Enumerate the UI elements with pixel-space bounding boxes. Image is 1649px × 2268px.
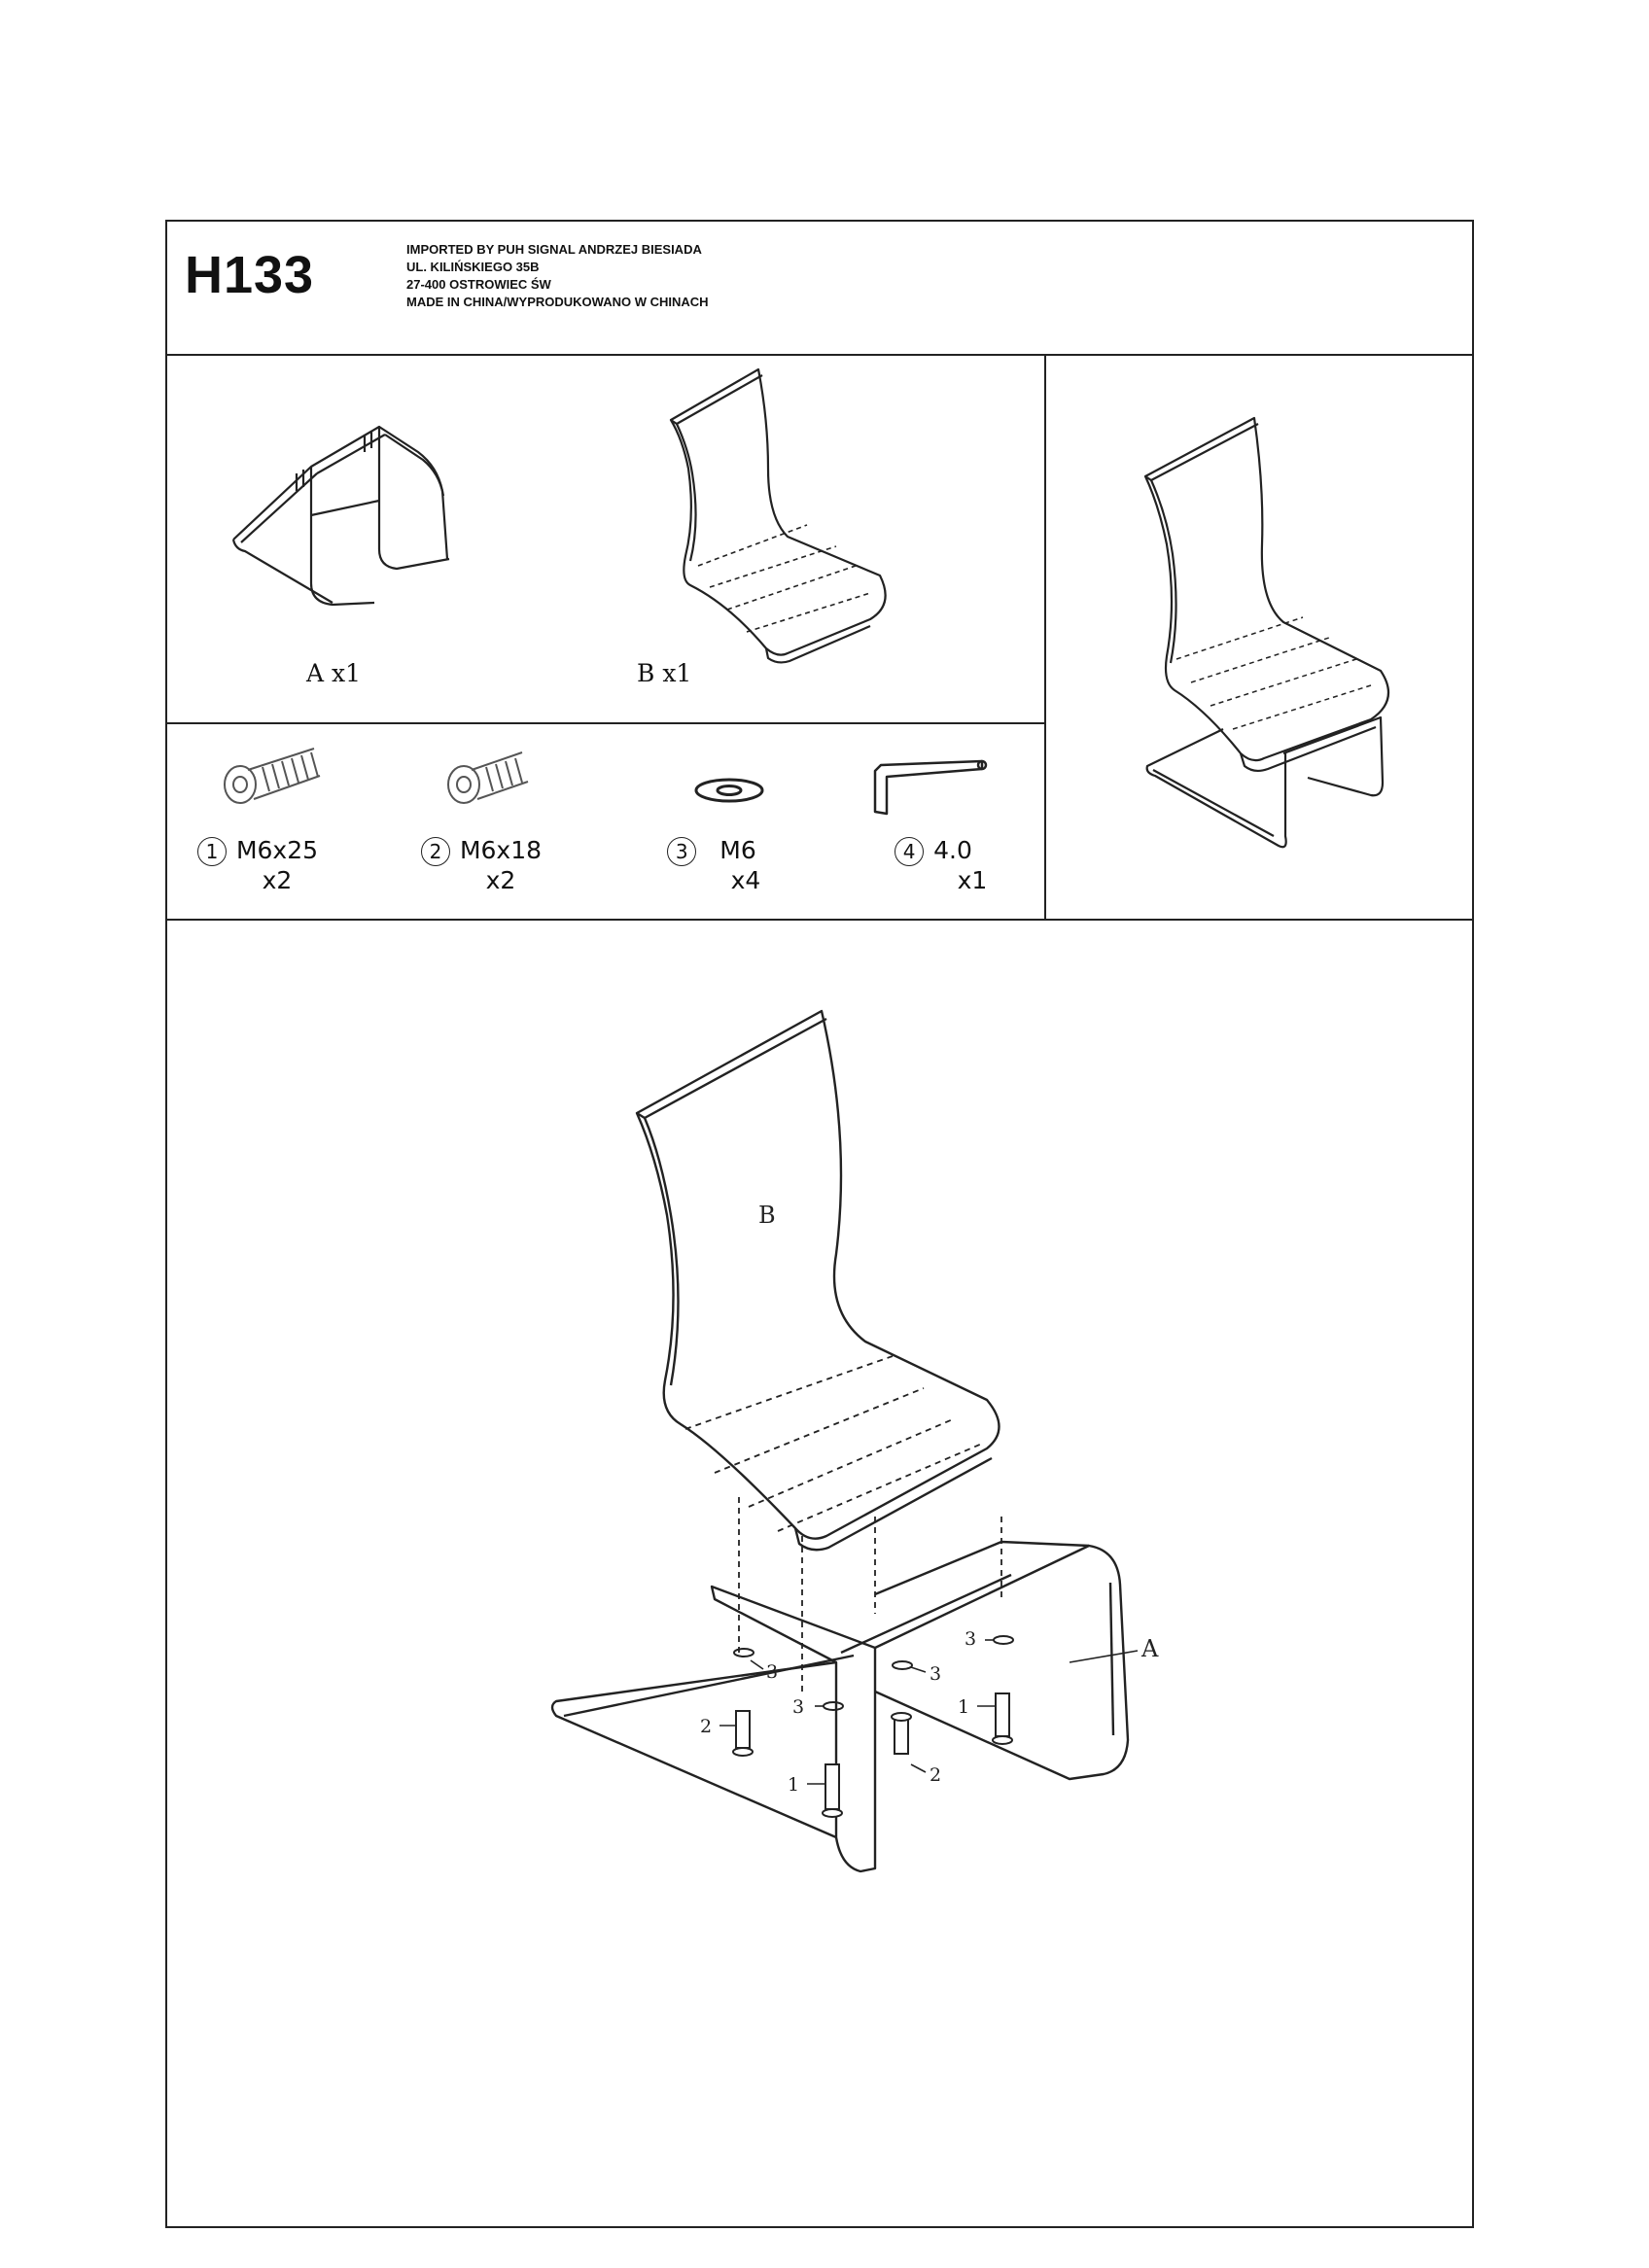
parts-divider bbox=[165, 722, 1045, 724]
hardware-item-3 bbox=[644, 836, 780, 894]
part-b-label: B x1 bbox=[637, 659, 692, 687]
assembled-chair-icon bbox=[1138, 408, 1420, 855]
hardware-divider bbox=[165, 919, 1474, 921]
callout-washer-1: 3 bbox=[766, 1661, 779, 1683]
chair-frame-icon bbox=[224, 413, 486, 617]
hardware-item-2 bbox=[399, 836, 564, 894]
hardware-number: 3 bbox=[667, 837, 696, 866]
washer-icon bbox=[692, 776, 766, 805]
importer-line: UL. KILIŃSKIEGO 35B bbox=[406, 260, 540, 274]
importer-line: IMPORTED BY PUH SIGNAL ANDRZEJ BIESIADA bbox=[406, 242, 702, 257]
hardware-spec: M6x25 bbox=[235, 836, 319, 864]
bolt-short-icon bbox=[442, 741, 540, 809]
hardware-spec: M6x18 bbox=[459, 836, 543, 864]
hardware-spec: 4.0 bbox=[933, 836, 972, 864]
part-b-marker: B bbox=[758, 1202, 776, 1229]
importer-info bbox=[406, 241, 709, 311]
hardware-number: 2 bbox=[421, 837, 450, 866]
importer-line: 27-400 OSTROWIEC ŚW bbox=[406, 277, 551, 292]
hardware-qty: x2 bbox=[262, 866, 293, 894]
allen-key-icon bbox=[867, 753, 994, 821]
importer-line: MADE IN CHINA/WYPRODUKOWANO W CHINACH bbox=[406, 295, 709, 309]
part-a-label: A x1 bbox=[306, 659, 362, 687]
hardware-number: 1 bbox=[197, 837, 227, 866]
callout-bolt-long-1: 1 bbox=[788, 1774, 800, 1796]
part-a-marker: A bbox=[1141, 1635, 1159, 1662]
model-number: H133 bbox=[185, 246, 315, 304]
callout-washer-3: 3 bbox=[930, 1663, 942, 1685]
assembly-diagram bbox=[544, 992, 1186, 1915]
hardware-item-1 bbox=[175, 836, 340, 894]
preview-divider bbox=[1044, 354, 1046, 920]
chair-seat-icon bbox=[661, 362, 895, 673]
hardware-item-4 bbox=[865, 836, 1001, 894]
hardware-qty: x2 bbox=[485, 866, 516, 894]
bolt-long-icon bbox=[219, 741, 326, 809]
hardware-qty: x4 bbox=[730, 866, 761, 894]
callout-washer-2: 3 bbox=[792, 1696, 805, 1718]
callout-washer-4: 3 bbox=[965, 1628, 977, 1650]
hardware-qty: x1 bbox=[957, 866, 988, 894]
callout-bolt-long-2: 1 bbox=[958, 1696, 970, 1718]
hardware-spec: M6 bbox=[719, 836, 756, 864]
seat-shell bbox=[637, 1011, 1000, 1539]
header-divider bbox=[165, 354, 1474, 356]
hardware-number: 4 bbox=[895, 837, 924, 866]
callout-bolt-short-2: 2 bbox=[930, 1764, 942, 1786]
callout-bolt-short-1: 2 bbox=[700, 1716, 713, 1737]
